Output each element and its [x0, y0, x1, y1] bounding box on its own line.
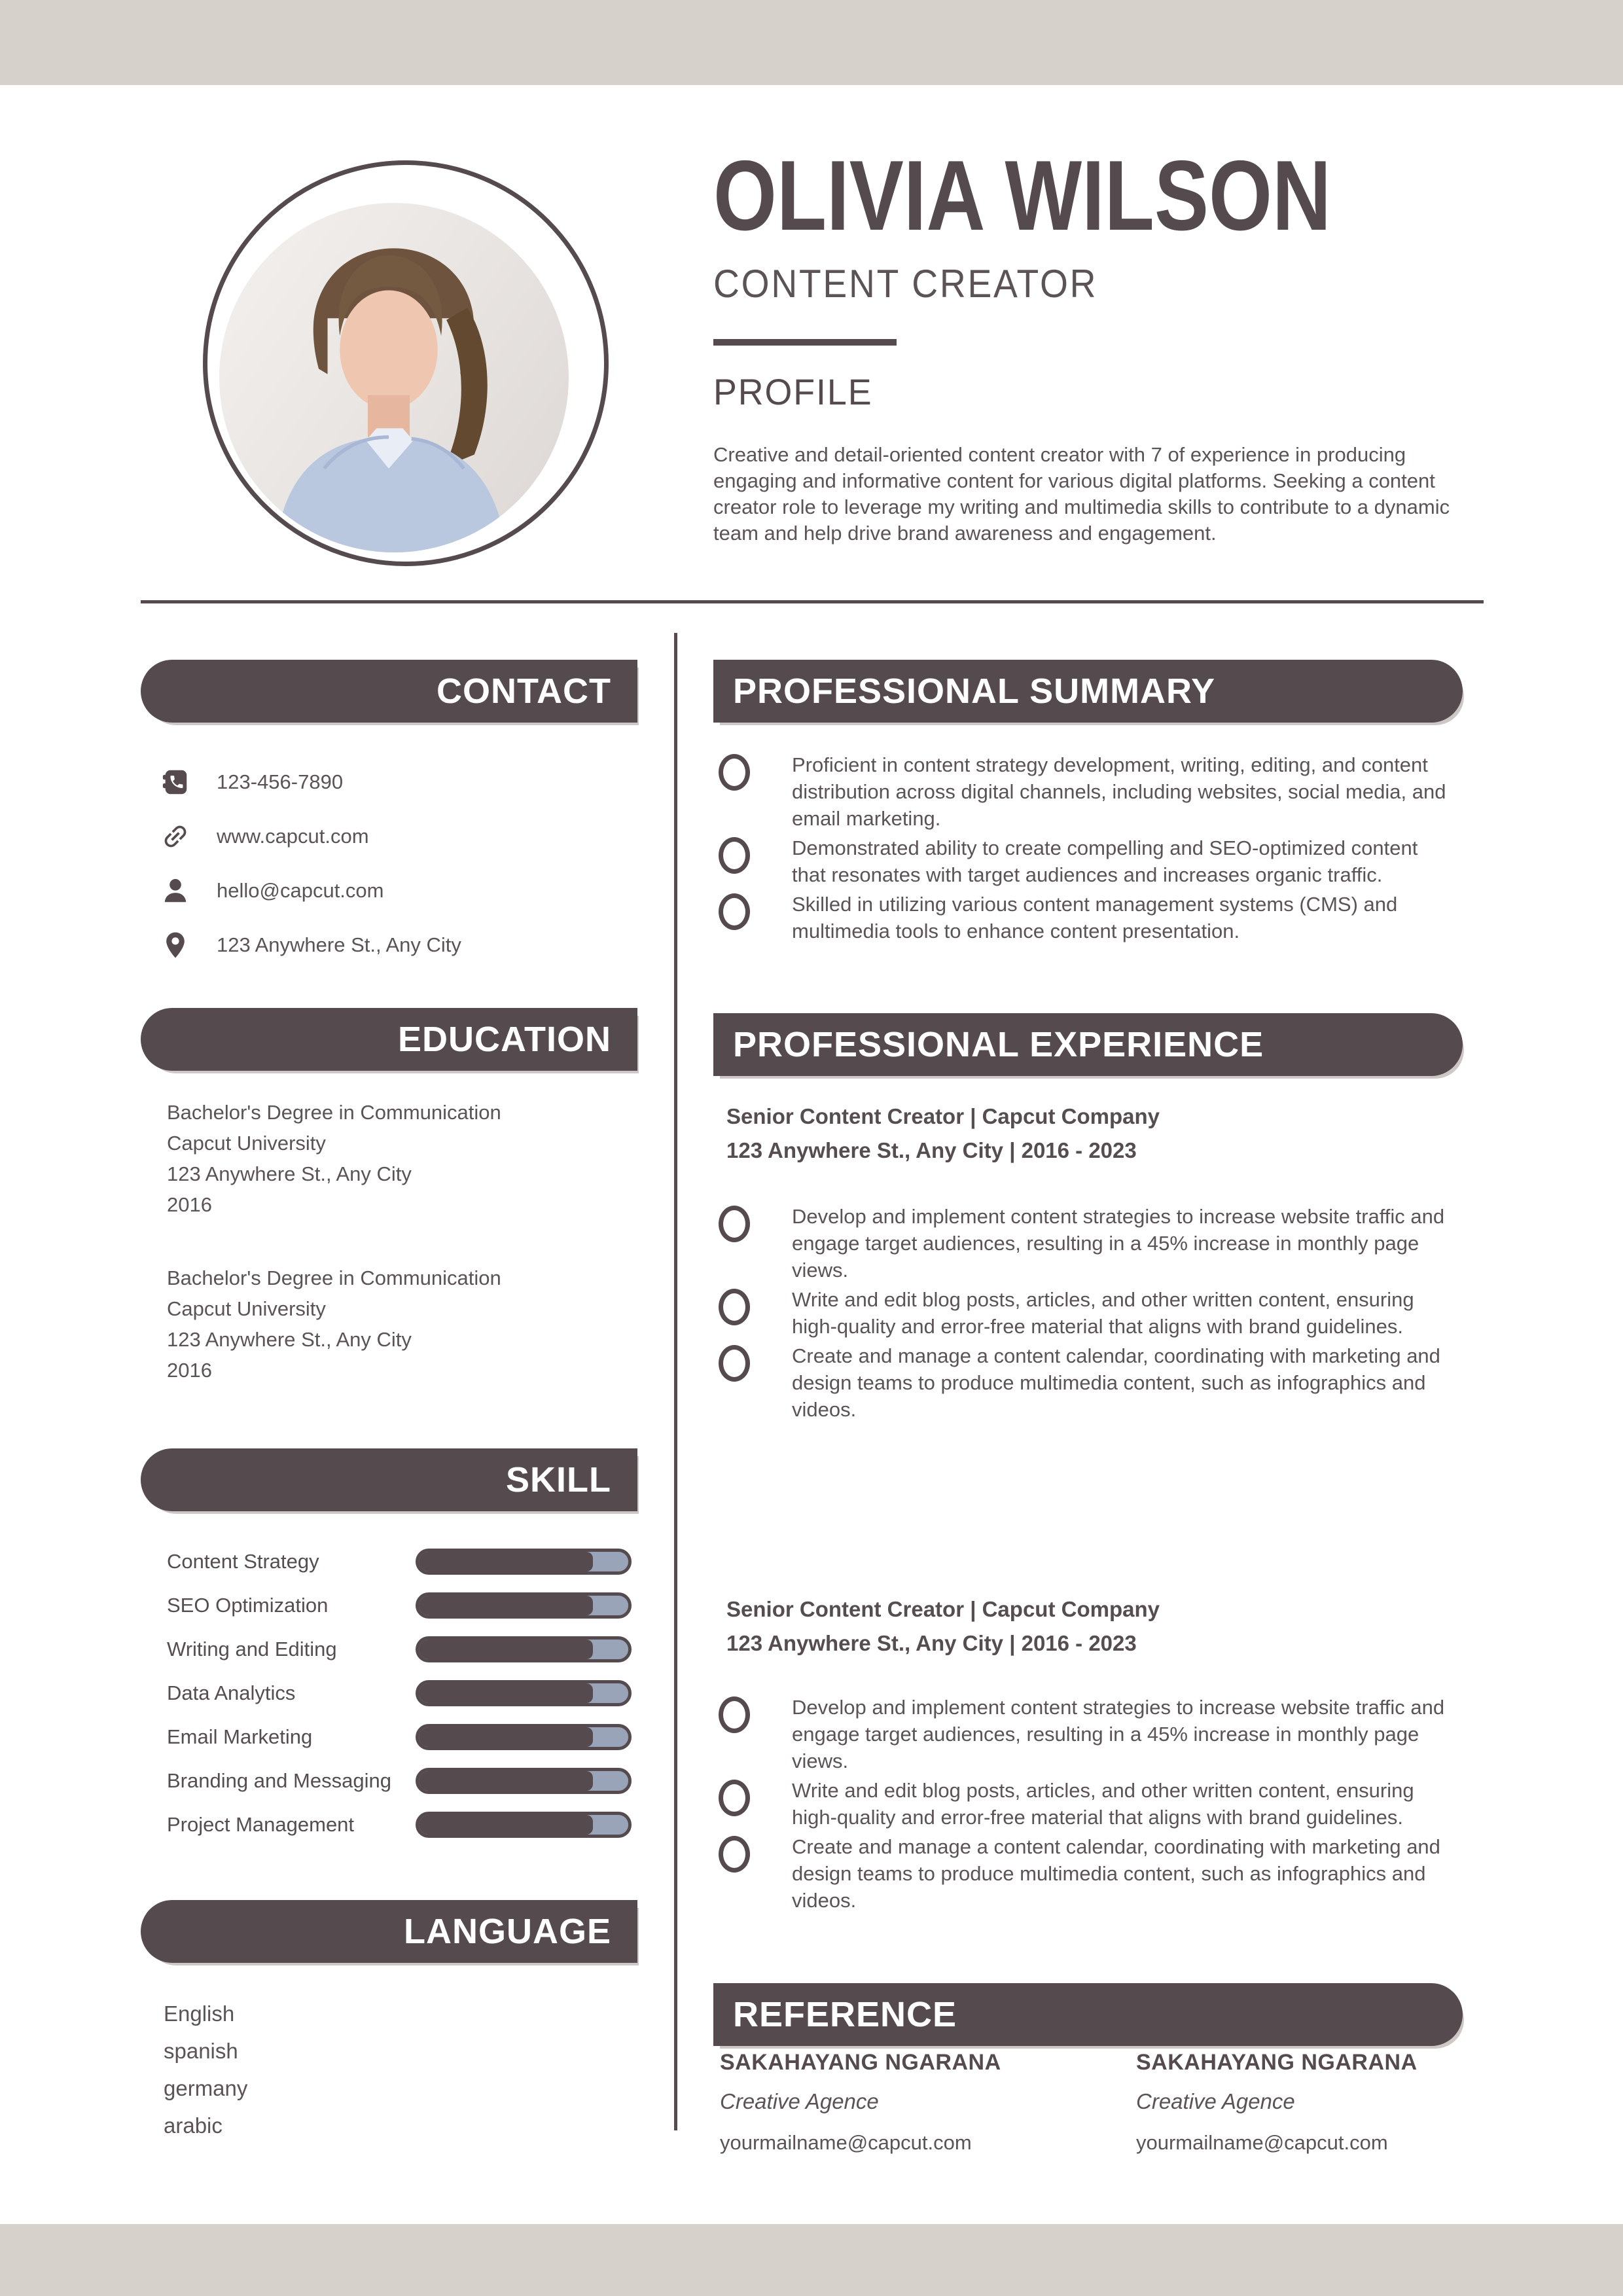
- skill-bar: [416, 1768, 632, 1794]
- skill-list: [167, 1549, 632, 1856]
- bullet-item: Develop and implement content strategies to increase website traffic and engage target audiences, resulting in a 45% increase in monthly page views.: [719, 1203, 1452, 1283]
- bullet-circle-icon: [719, 837, 750, 874]
- skill-row: [167, 1812, 632, 1838]
- language-list: [164, 1995, 247, 2144]
- reference-entry: [1136, 2050, 1503, 2155]
- contact-list: [160, 766, 461, 984]
- language-item: germany: [164, 2076, 248, 2100]
- bullet-circle-icon: [719, 1696, 750, 1733]
- link-icon: [160, 821, 190, 852]
- skill-row: [167, 1636, 632, 1662]
- bullet-circle-icon: [719, 754, 750, 791]
- contact-phone-value: 123-456-7890: [217, 770, 344, 793]
- job-meta-line: 123 Anywhere St., Any City | 2016 - 2023: [726, 1631, 1137, 1655]
- job-header: [726, 1100, 1160, 1168]
- skill-row: [167, 1724, 632, 1750]
- bullet-circle-icon: [719, 1206, 750, 1242]
- reference-email: yourmailname@capcut.com: [720, 2131, 972, 2154]
- job-header: [726, 1592, 1160, 1660]
- reference-list: [720, 2050, 1503, 2155]
- skill-label: Content Strategy: [167, 1550, 319, 1573]
- job-title-line: Senior Content Creator | Capcut Company: [726, 1104, 1160, 1128]
- right-column: [713, 660, 1486, 2224]
- summary-bullet-list: [719, 751, 1452, 947]
- reference-entry: [720, 2050, 1086, 2155]
- skill-bar-fill: [419, 1771, 593, 1791]
- education-school: Capcut University: [167, 1132, 326, 1155]
- education-degree: Bachelor's Degree in Communication: [167, 1101, 501, 1124]
- education-address: 123 Anywhere St., Any City: [167, 1328, 412, 1351]
- contact-email-value: hello@capcut.com: [217, 879, 384, 902]
- reference-company: Creative Agence: [720, 2089, 879, 2113]
- bullet-circle-icon: [719, 1780, 750, 1816]
- bullet-item: Develop and implement content strategies to increase website traffic and engage target audiences, resulting in a 45% increase in monthly page views.: [719, 1694, 1452, 1774]
- skill-bar: [416, 1724, 632, 1750]
- skill-bar-fill: [419, 1596, 593, 1615]
- skill-row: [167, 1549, 632, 1575]
- language-item: spanish: [164, 2039, 238, 2063]
- skill-bar-fill: [419, 1727, 593, 1747]
- experience-heading-banner: PROFESSIONAL EXPERIENCE: [713, 1013, 1463, 1076]
- education-entry: [167, 1263, 501, 1386]
- skill-label: Email Marketing: [167, 1725, 313, 1748]
- contact-heading-banner: CONTACT: [141, 660, 637, 723]
- title-underline: [713, 339, 897, 346]
- contact-address-value: 123 Anywhere St., Any City: [217, 933, 461, 956]
- bullet-item: Write and edit blog posts, articles, and other written content, ensuring high-quality and error-free material that aligns with brand guidelines.: [719, 1777, 1452, 1831]
- left-column: [141, 660, 655, 2224]
- bullet-item: Skilled in utilizing various content management systems (CMS) and multimedia tools to enhance content presentation.: [719, 891, 1452, 944]
- summary-heading-banner: PROFESSIONAL SUMMARY: [713, 660, 1463, 723]
- bullet-item: Proficient in content strategy development, writing, editing, and content distribution across digital channels, including websites, social media, and email marketing.: [719, 751, 1452, 832]
- job-bullet-list: [719, 1203, 1452, 1426]
- skill-row: [167, 1768, 632, 1794]
- skill-row: [167, 1680, 632, 1706]
- skill-label: SEO Optimization: [167, 1594, 329, 1617]
- job-bullet-list: [719, 1694, 1452, 1916]
- bullet-circle-icon: [719, 1836, 750, 1873]
- reference-name: SAKAHAYANG NGARANA: [1136, 2050, 1418, 2075]
- contact-item-website: [160, 821, 461, 852]
- skill-bar: [416, 1549, 632, 1575]
- skill-label: Project Management: [167, 1813, 355, 1836]
- reference-company: Creative Agence: [1136, 2089, 1295, 2113]
- language-item: arabic: [164, 2113, 223, 2138]
- profile-photo-ring: [203, 160, 609, 566]
- profile-photo: [219, 203, 569, 552]
- skill-bar: [416, 1680, 632, 1706]
- contact-item-address: [160, 929, 461, 961]
- skill-heading-banner: SKILL: [141, 1448, 637, 1511]
- education-school: Capcut University: [167, 1297, 326, 1320]
- skill-bar: [416, 1592, 632, 1619]
- education-degree: Bachelor's Degree in Communication: [167, 1266, 501, 1289]
- bullet-item: Demonstrated ability to create compelling and SEO-optimized content that resonates with target audiences and increases organic traffic.: [719, 834, 1452, 888]
- profile-heading: PROFILE: [713, 371, 873, 413]
- bullet-item: Write and edit blog posts, articles, and other written content, ensuring high-quality and error-free material that aligns with brand guidelines.: [719, 1286, 1452, 1340]
- bottom-band: [0, 2224, 1623, 2296]
- contact-website-value: www.capcut.com: [217, 825, 369, 848]
- skill-label: Data Analytics: [167, 1681, 296, 1704]
- education-entry: [167, 1097, 501, 1220]
- education-year: 2016: [167, 1193, 212, 1216]
- bullet-item: Create and manage a content calendar, coordinating with marketing and design teams to produce multimedia content, such as infographics and videos.: [719, 1342, 1452, 1423]
- bullet-circle-icon: [719, 1289, 750, 1325]
- job-meta-line: 123 Anywhere St., Any City | 2016 - 2023: [726, 1138, 1137, 1162]
- language-heading-banner: LANGUAGE: [141, 1900, 637, 1963]
- location-icon: [160, 930, 190, 960]
- header-divider: [141, 600, 1484, 603]
- contact-item-email: [160, 875, 461, 906]
- top-band: [0, 0, 1623, 85]
- skill-bar-fill: [419, 1815, 593, 1835]
- portrait-avatar-icon: [219, 203, 569, 552]
- reference-name: SAKAHAYANG NGARANA: [720, 2050, 1001, 2075]
- skill-bar: [416, 1636, 632, 1662]
- bullet-item: Create and manage a content calendar, coordinating with marketing and design teams to produce multimedia content, such as infographics and videos.: [719, 1833, 1452, 1914]
- skill-bar: [416, 1812, 632, 1838]
- contact-item-phone: [160, 766, 461, 798]
- job-title-line: Senior Content Creator | Capcut Company: [726, 1597, 1160, 1621]
- skill-bar-fill: [419, 1683, 593, 1703]
- name-heading: OLIVIA WILSON: [713, 140, 1331, 251]
- language-item: English: [164, 2001, 235, 2026]
- header: [713, 140, 1492, 547]
- bullet-circle-icon: [719, 1345, 750, 1382]
- skill-row: [167, 1592, 632, 1619]
- reference-email: yourmailname@capcut.com: [1136, 2131, 1388, 2154]
- person-icon: [160, 876, 190, 906]
- profile-text: Creative and detail-oriented content creator with 7 of experience in producing engaging and informative content for various digital platforms. Seeking a content creator role to leverage my writing and multimedia skills to contribute to a dynamic team and help drive brand awareness and engagement.: [713, 443, 1450, 545]
- reference-heading-banner: REFERENCE: [713, 1983, 1463, 2046]
- phone-icon: [160, 767, 190, 797]
- education-heading-banner: EDUCATION: [141, 1008, 637, 1071]
- job-title: CONTENT CREATOR: [713, 262, 1098, 306]
- skill-bar-fill: [419, 1552, 593, 1571]
- skill-bar-fill: [419, 1640, 593, 1659]
- skill-label: Branding and Messaging: [167, 1769, 391, 1792]
- skill-label: Writing and Editing: [167, 1638, 337, 1660]
- column-divider: [674, 633, 677, 2130]
- education-year: 2016: [167, 1359, 212, 1382]
- bullet-circle-icon: [719, 893, 750, 930]
- education-address: 123 Anywhere St., Any City: [167, 1162, 412, 1185]
